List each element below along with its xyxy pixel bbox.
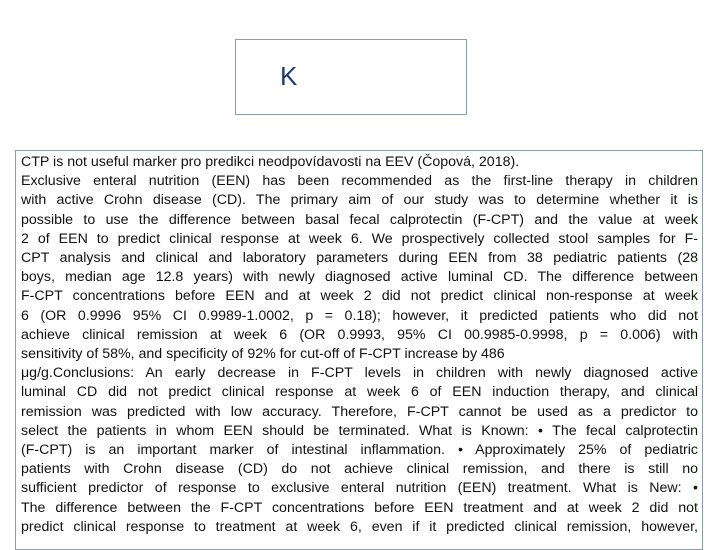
body-line: 2 of EEN to predict clinical response at week 6. We prospectively collected stool samples for F- bbox=[21, 230, 698, 247]
body-text-box bbox=[15, 150, 703, 550]
body-line: The difference between the F-CPT concentrations before EEN treatment and at week 2 did not bbox=[21, 499, 698, 516]
body-line: μg/g.Conclusions: An early decrease in F-CPT levels in children with newly diagnosed active bbox=[21, 365, 698, 382]
body-line: remission was predicted with low accuracy. Therefore, F-CPT cannot be used as a predictor to bbox=[21, 403, 698, 420]
body-line: CTP is not useful marker pro predikci neodpovídavosti na EEV (Čopová, 2018). bbox=[21, 154, 520, 170]
body-line: boys, median age 12.8 years) with newly diagnosed active luminal CD. The difference between bbox=[21, 269, 698, 286]
body-line: (F-CPT) is an important marker of intestinal inflammation. • Approximately 25% of pediatric bbox=[21, 442, 698, 459]
slide-title: K bbox=[280, 61, 298, 91]
body-line: CPT analysis and clinical and laboratory parameters during EEN from 38 pediatric patients (28 bbox=[21, 250, 698, 267]
body-line: sufficient predictor of response to exclusive enteral nutrition (EEN) treatment. What is New: • bbox=[21, 480, 698, 497]
title-placeholder bbox=[235, 39, 467, 115]
body-line: predict clinical response to treatment at week 6, even if it predicted clinical remission, however, bbox=[21, 518, 698, 535]
body-line: select the patients in whom EEN should be terminated. What is Known: • The fecal calprotectin bbox=[21, 422, 698, 439]
body-line: possible to use the difference between basal fecal calprotectin (F-CPT) and the value at week bbox=[21, 211, 698, 228]
body-line: Exclusive enteral nutrition (EEN) has been recommended as the first-line therapy in children bbox=[21, 173, 698, 190]
body-line: sensitivity of 58%, and specificity of 92% for cut-off of F-CPT increase by 486 bbox=[21, 346, 505, 363]
body-line: achieve clinical remission at week 6 (OR 0.9993, 95% CI 00.9985-0.9998, p = 0.006) with bbox=[21, 326, 698, 343]
body-line: F-CPT concentrations before EEN and at week 2 did not predict clinical non-response at week bbox=[21, 288, 698, 305]
body-line: patients with Crohn disease (CD) do not achieve clinical remission, and there is still no bbox=[21, 461, 698, 478]
body-line: with active Crohn disease (CD). The primary aim of our study was to determine whether it is bbox=[21, 192, 698, 209]
body-line: luminal CD did not predict clinical response at week 6 of EEN induction therapy, and clinical bbox=[21, 384, 698, 401]
body-line: 6 (OR 0.9996 95% CI 0.9989-1.0002, p = 0.18); however, it predicted patients who did not bbox=[21, 307, 698, 324]
